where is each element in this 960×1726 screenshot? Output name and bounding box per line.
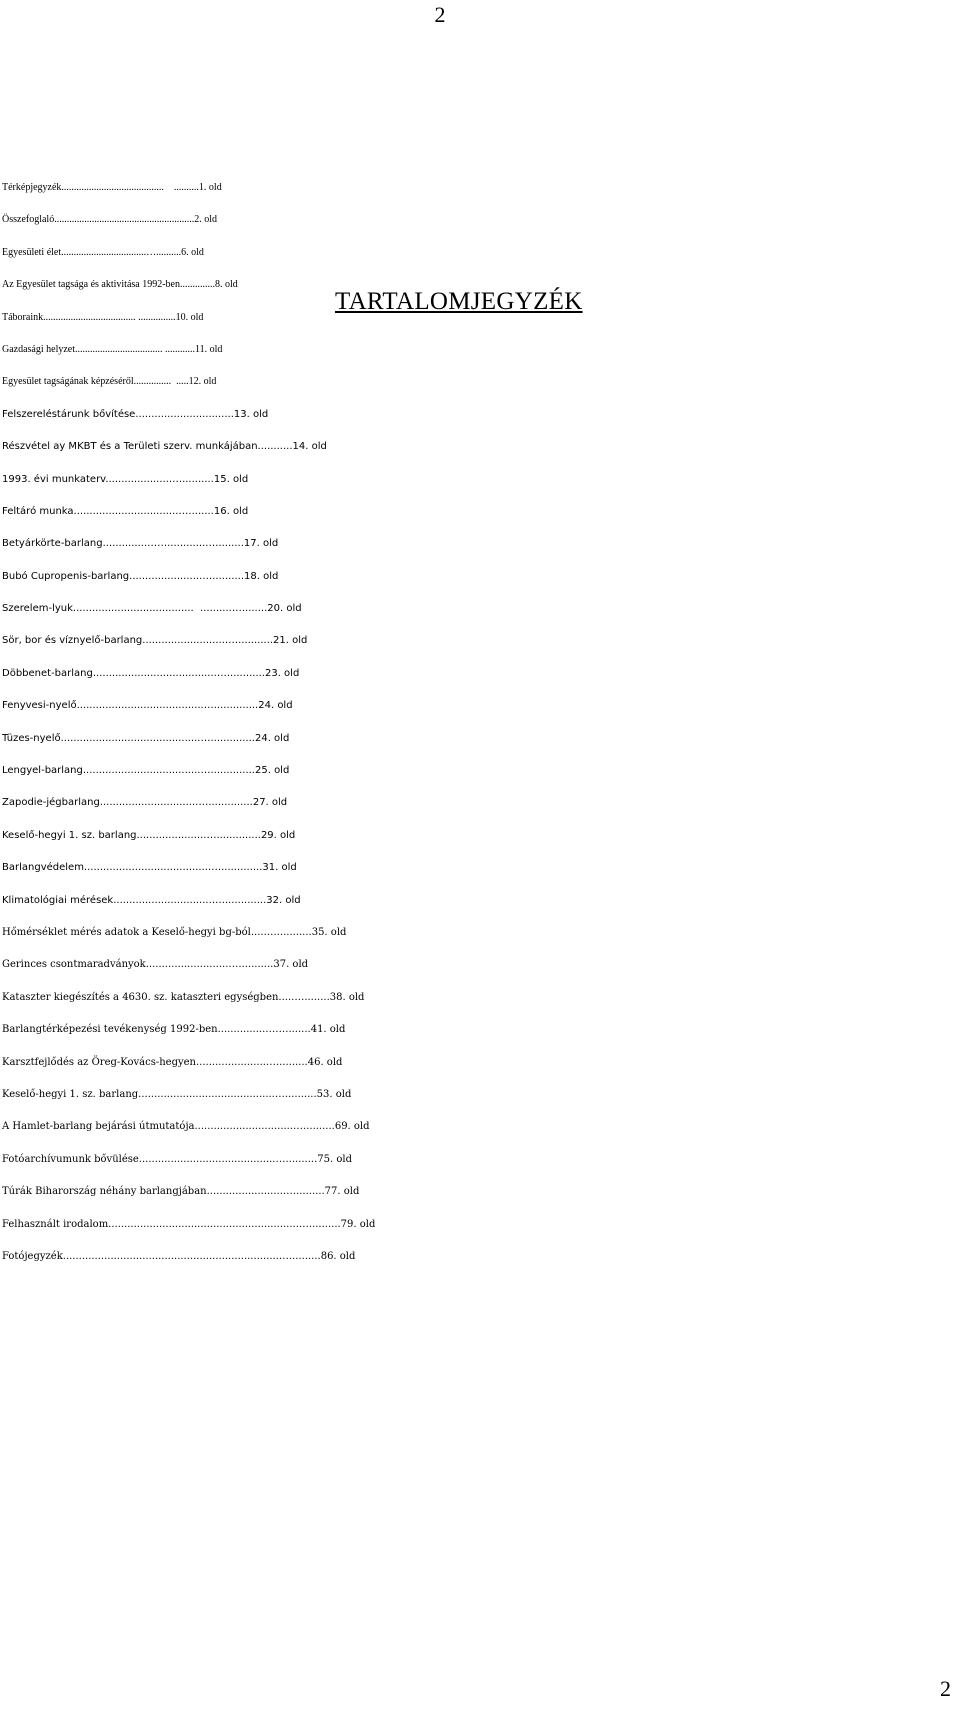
toc-entry: Fenyvesi-nyelő........................................…..............24. old xyxy=(2,700,293,712)
toc-entry: Feltáró munka.................................…........16. old xyxy=(2,505,249,517)
page-number-bottom: 2 xyxy=(940,1676,951,1701)
toc-entry: Túrák Biharország néhány barlangjában.........................….........77. old xyxy=(2,1186,360,1198)
toc-entry: A Hamlet-barlang bejárási útmutatója...............................…..........69. old xyxy=(2,1121,370,1133)
toc-entry: Részvétel ay MKBT és a Területi szerv. munkájában...........14. old xyxy=(2,441,327,453)
toc-entry: Kataszter kiegészítés a 4630. sz. kataszteri egységben.....…........38. old xyxy=(2,991,365,1003)
toc-entry: Keselő-hegyi 1. sz. barlang...........................................…..........53. old xyxy=(2,1088,352,1100)
toc-entry: Barlangvédelem.......................................…..............31. old xyxy=(2,862,297,874)
toc-entry: Sör, bor és víznyelő-barlang..........................…............21. old xyxy=(2,635,308,647)
toc-entry: Felszereléstárunk bővítése...............................13. old xyxy=(2,408,269,420)
toc-entry: Barlangtérképezési tevékenység 1992-ben...............……........41. old xyxy=(2,1024,346,1036)
toc-entry: Felhasznált irodalom............................................................…..........79. old xyxy=(2,1218,376,1230)
toc-entry: Összefoglaló........................................................2. old xyxy=(2,214,217,226)
toc-entry: Egyesületi élet..................................…..........6. old xyxy=(2,246,204,258)
toc-entry: Betyárkörte-barlang..............…….............…........17. old xyxy=(2,538,279,550)
toc-entry: Egyesület tagságának képzéséről............... .....12. old xyxy=(2,376,217,388)
toc-entry: Zapodie-jégbarlang...............................…..............27. old xyxy=(2,797,288,809)
toc-entry: Fotójegyzék....................................................................…..........86. old xyxy=(2,1250,356,1262)
document-title: TARTALOMJEGYZÉK xyxy=(335,288,583,315)
toc-entry: 1993. évi munkaterv....................…...........15. old xyxy=(2,473,249,485)
toc-entry: Bubó Cupropenis-barlang.......................…..........18. old xyxy=(2,570,279,582)
toc-entry: Fotóarchívumunk bővülése...........................................…..........75. old xyxy=(2,1153,352,1165)
toc-entry: Az Egyesület tagsága és aktivitása 1992-ben..............8. old xyxy=(2,279,238,291)
toc-entry: Gazdasági helyzet................................... ............11. old xyxy=(2,343,223,355)
toc-entry: Tüzes-nyelő............................................…..............24. old xyxy=(2,732,290,744)
page-number-top: 2 xyxy=(434,2,446,27)
toc-entry: Térképjegyzék......................................... ..........1. old xyxy=(2,182,222,193)
toc-entry: Hőmérséklet mérés adatok a Keselő-hegyi bg-ból.....…...........35. old xyxy=(2,926,347,938)
toc-entry: Szerelem-lyuk...................................... ..........…........20. old xyxy=(2,603,302,615)
toc-entry: Döbbenet-barlang.......................................…............23. old xyxy=(2,667,300,679)
toc-entry: Karsztfejlődés az Öreg-Kovács-hegyen......................…..........46. old xyxy=(2,1056,343,1068)
table-of-contents xyxy=(2,172,960,1273)
toc-entry: Klimatológiai mérések...............................…..............32. old xyxy=(2,894,301,906)
toc-entry: Keselő-hegyi 1. sz. barlang......................…..............29. old xyxy=(2,829,296,841)
toc-entry: Gerinces csontmaradványok..........................…...........37. old xyxy=(2,959,309,971)
toc-entry: Táboraink..................................... ...............10. old xyxy=(2,311,204,323)
toc-entry: Lengyel-barlang.....................................…..............25. old xyxy=(2,765,290,777)
